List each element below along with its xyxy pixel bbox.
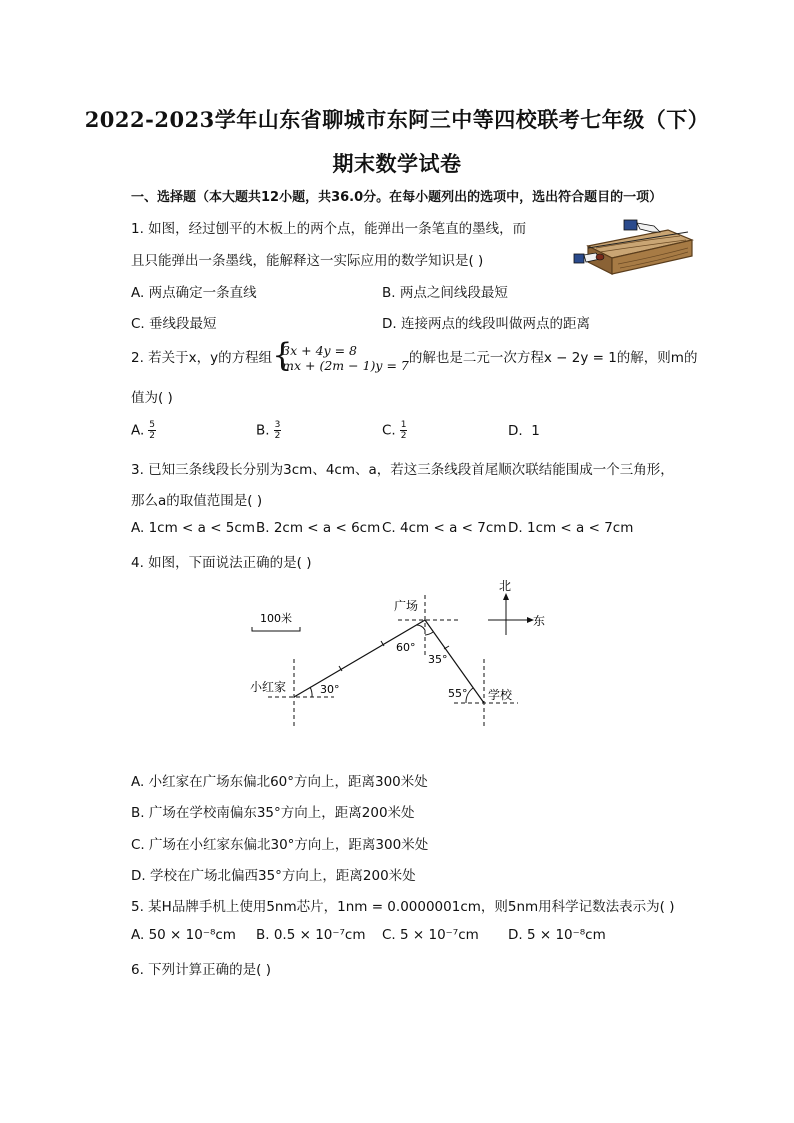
angle-35-label: 35° [428, 653, 448, 666]
q2-stem-suffix: 的解也是二元一次方程x − 2y = 1的解，则m的 [408, 350, 698, 366]
q3-option-c[interactable]: C. 4cm < a < 7cm [382, 520, 507, 536]
direction-diagram [240, 575, 560, 735]
q2-option-a-fraction [148, 420, 156, 441]
q2-stem-line2: 值为( ) [131, 390, 173, 406]
q2-option-d-value: 1 [531, 423, 540, 439]
q2-equation-2: mx + (2m − 1)y = 7 [282, 358, 409, 373]
fraction-numerator: 3 [274, 420, 281, 430]
wood-board-illustration [570, 218, 695, 276]
angle-30-label: 30° [320, 683, 340, 696]
fraction-denominator: 2 [149, 431, 156, 441]
q1-option-a[interactable]: A. 两点确定一条直线 [131, 285, 257, 301]
q1-option-b[interactable]: B. 两点之间线段最短 [382, 285, 508, 301]
q5-option-c[interactable]: C. 5 × 10⁻⁷cm [382, 927, 479, 943]
home-label: 小红家 [250, 680, 287, 694]
q1-stem-line1: 1. 如图，经过刨平的木板上的两个点，能弹出一条笔直的墨线，而 [131, 221, 527, 237]
q3-option-d[interactable]: D. 1cm < a < 7cm [508, 520, 634, 536]
home-to-plaza-path [294, 620, 425, 697]
q2-option-b[interactable] [256, 420, 281, 441]
q6-stem-line1: 6. 下列计算正确的是( ) [131, 962, 271, 978]
q2-option-a-label: A. [131, 422, 145, 439]
north-arrow-icon [503, 593, 509, 600]
q5-stem-line1: 5. 某H品牌手机上使用5nm芯片，1nm = 0.0000001cm，则5nm用科学记数法表示为( ) [131, 899, 675, 915]
q2-stem-prefix: 2. 若关于x，y的方程组 [131, 350, 273, 366]
angle-60-label: 60° [396, 641, 416, 654]
q2-option-d-label: D. [508, 423, 523, 439]
q1-stem-line2: 且只能弹出一条墨线，能解释这一实际应用的数学知识是( ) [131, 253, 484, 269]
q4-option-b[interactable]: B. 广场在学校南偏东35°方向上，距离200米处 [131, 805, 415, 821]
q4-stem-line1: 4. 如图，下面说法正确的是( ) [131, 555, 312, 571]
q2-option-a[interactable] [131, 420, 156, 441]
q3-stem-line1: 3. 已知三条线段长分别为3cm、4cm、a，若这三条线段首尾顺次联结能围成一个三角形， [131, 462, 674, 478]
q2-option-b-label: B. [256, 422, 270, 439]
q3-option-a[interactable]: A. 1cm < a < 5cm [131, 520, 255, 536]
q2-option-b-fraction [274, 420, 282, 441]
q2-stem-line1 [131, 336, 698, 374]
q4-option-c[interactable]: C. 广场在小红家东偏北30°方向上，距离300米处 [131, 837, 429, 853]
q1-option-c[interactable]: C. 垂线段最短 [131, 316, 217, 332]
north-label: 北 [499, 579, 512, 593]
q5-option-b[interactable]: B. 0.5 × 10⁻⁷cm [256, 927, 366, 943]
section-header: 一、选择题（本大题共12小题，共36.0分。在每小题列出的选项中，选出符合题目的一项） [131, 190, 663, 205]
q2-equation-1: 3x + 4y = 8 [282, 343, 357, 358]
plaza-label: 广场 [394, 599, 419, 613]
fraction-numerator: 1 [400, 420, 407, 430]
q5-option-a[interactable]: A. 50 × 10⁻⁸cm [131, 927, 236, 943]
q2-option-c-fraction [400, 420, 408, 441]
q4-option-d[interactable]: D. 学校在广场北偏西35°方向上，距离200米处 [131, 868, 416, 884]
angle-55-label: 55° [448, 687, 468, 700]
brace-icon: { [272, 336, 293, 374]
exam-title-line1: 2022-2023学年山东省聊城市东阿三中等四校联考七年级（下） [84, 107, 710, 132]
scale-label: 100米 [260, 612, 292, 625]
q5-option-d[interactable]: D. 5 × 10⁻⁸cm [508, 927, 606, 943]
exam-title-line2: 期末数学试卷 [332, 151, 462, 176]
east-label: 东 [533, 614, 546, 628]
q4-option-a[interactable]: A. 小红家在广场东偏北60°方向上，距离300米处 [131, 774, 428, 790]
fraction-denominator: 2 [274, 431, 281, 441]
school-label: 学校 [488, 688, 513, 702]
q1-option-d[interactable]: D. 连接两点的线段叫做两点的距离 [382, 316, 590, 332]
q3-option-b[interactable]: B. 2cm < a < 6cm [256, 520, 381, 536]
fraction-denominator: 2 [400, 431, 407, 441]
q3-stem-line2: 那么a的取值范围是( ) [131, 493, 263, 509]
q2-option-c[interactable] [382, 420, 407, 441]
fraction-numerator: 5 [149, 420, 156, 430]
q2-option-c-label: C. [382, 422, 396, 439]
q2-option-d[interactable] [508, 423, 540, 439]
q2-equation-system [272, 336, 409, 374]
